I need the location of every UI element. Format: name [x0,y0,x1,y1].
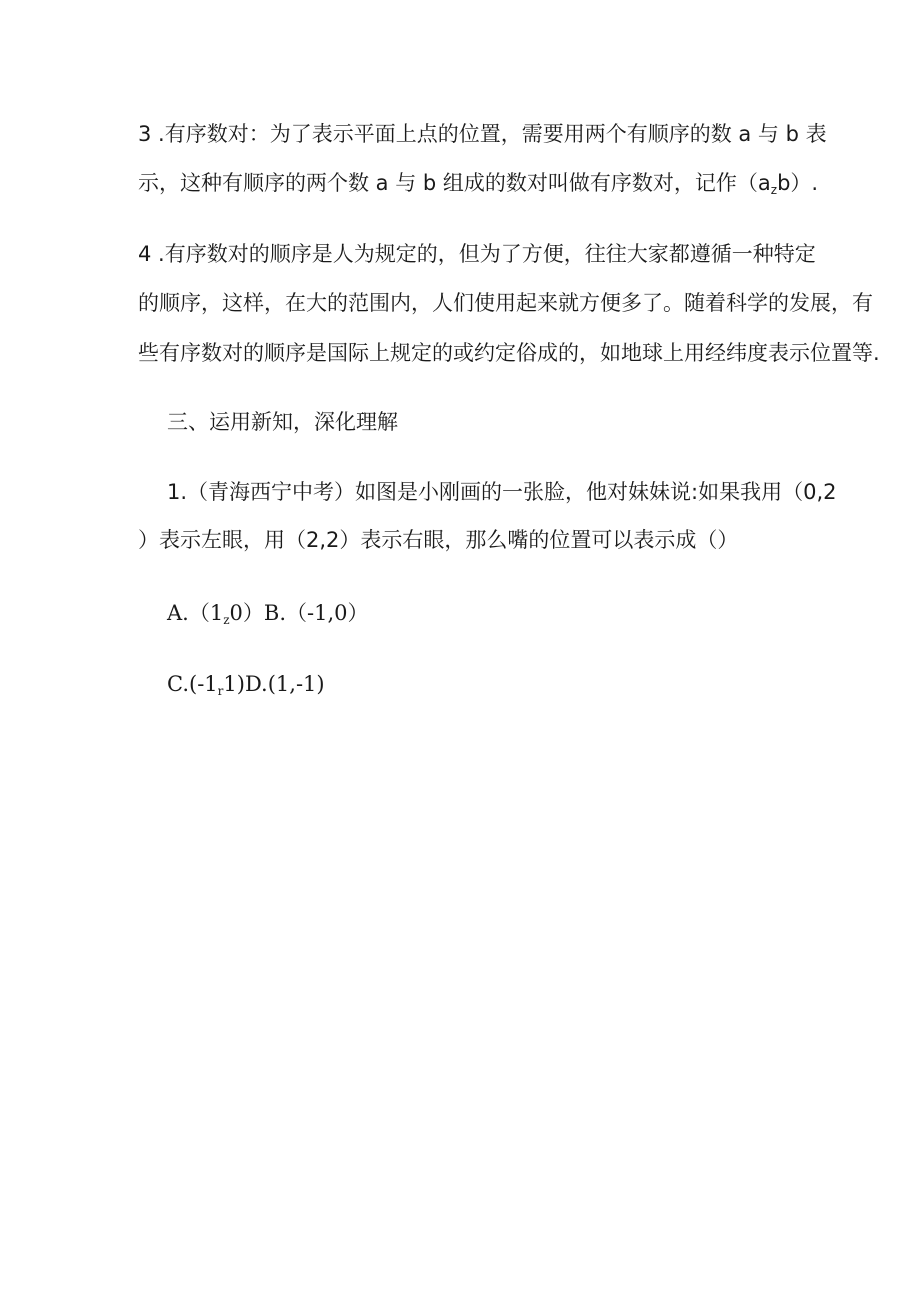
paragraph-4-line-1: 4 .有序数对的顺序是人为规定的，但为了方便，往往大家都遵循一种特定 [138,242,816,266]
paragraph-4-line-3: 些有序数对的顺序是国际上规定的或约定俗成的，如地球上用经纬度表示位置等. [138,341,880,365]
option-c-text: C.(-1 [167,672,218,696]
option-a-subscript: z [223,613,230,627]
question-1-line-2: ）表示左眼，用（2,2）表示右眼，那么嘴的位置可以表示成（） [138,528,739,552]
section-heading: 三、运用新知，深化理解 [167,410,398,434]
option-c-d-text: 1)D.(1,-1) [223,672,325,696]
paragraph-3-line-2-end: b）. [777,171,819,195]
option-a-b-text: 0）B.（-1,0） [229,601,369,625]
paragraph-4-line-2: 的顺序，这样，在大的范围内，人们使用起来就方便多了。随着科学的发展，有 [138,291,873,315]
option-a-text: A.（1 [167,601,224,625]
paragraph-3-line-1: 3 .有序数对：为了表示平面上点的位置，需要用两个有顺序的数 a 与 b 表 [138,122,827,146]
options-line-ab [167,599,815,634]
option-c-subscript: r [217,684,224,698]
question-1-line-1: 1.（青海西宁中考）如图是小刚画的一张脸，他对妹妹说:如果我用（0,2 [167,480,837,504]
options-line-cd [167,670,815,705]
paragraph-3-line-2-text: 示，这种有顺序的两个数 a 与 b 组成的数对叫做有序数对，记作（a [138,171,771,195]
paragraph-3-line-2 [138,169,819,204]
paragraph-3-subscript: z [770,183,778,197]
